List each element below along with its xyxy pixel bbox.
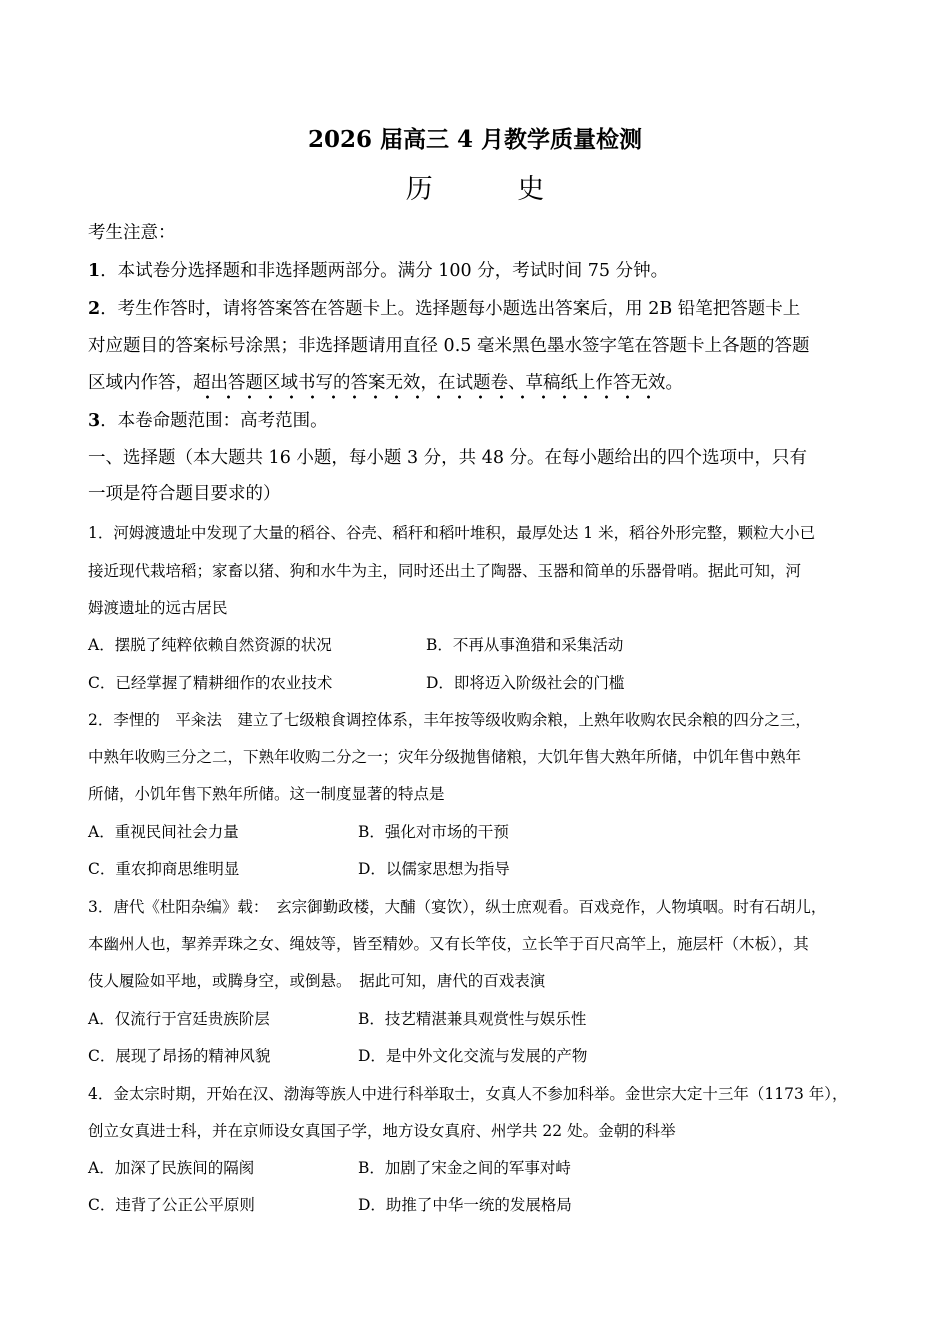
q2-option-a[interactable]: A．重视民间社会力量 — [88, 823, 239, 841]
q2-stem-line-3: 所储，小饥年售下熟年所储。这一制度显著的特点是 — [88, 785, 445, 803]
subject-heading — [0, 170, 950, 210]
q1-option-a[interactable]: A．摆脱了纯粹依赖自然资源的状况 — [88, 636, 332, 654]
q3-option-b[interactable]: B．技艺精湛兼具观赏性与娱乐性 — [358, 1010, 587, 1028]
note-3-text: ．本卷命题范围：高考范围。 — [100, 411, 328, 431]
q4-option-d[interactable]: D．助推了中华一统的发展格局 — [358, 1196, 572, 1214]
q4-option-a[interactable]: A．加深了民族间的隔阂 — [88, 1159, 255, 1177]
q3-stem-line-3: 伎人履险如平地，或腾身空，或倒悬。 据此可知，唐代的百戏表演 — [88, 972, 546, 990]
q2-option-d[interactable]: D．以儒家思想为指导 — [358, 860, 510, 878]
q3-option-d[interactable]: D．是中外文化交流与发展的产物 — [358, 1047, 588, 1065]
q4-options-row-2 — [88, 1190, 878, 1220]
note-1-number: 1 — [88, 261, 101, 281]
subject-char-2: 史 — [517, 174, 545, 205]
q1-options-row-1 — [88, 630, 878, 660]
notes-heading: 考生注意： — [88, 223, 176, 243]
note-2-line-2: 对应题目的答案标号涂黑；非选择题请用直径 0.5 毫米黑色墨水签字笔在答题卡上各题的答题 — [88, 336, 810, 356]
q2-option-b[interactable]: B．强化对市场的干预 — [358, 823, 509, 841]
note-2-number: 2 — [88, 299, 101, 319]
note-3 — [88, 406, 878, 436]
q3-stem-line-1: 3．唐代《杜阳杂编》载： 玄宗御勤政楼，大酺（宴饮），纵士庶观看。百戏竞作，人物填咽。时有石胡儿， — [88, 898, 827, 916]
note-2-text-1: ．考生作答时，请将答案答在答题卡上。选择题每小题选出答案后，用 2B 铅笔把答题卡上 — [100, 299, 801, 319]
q2-options-row-2 — [88, 854, 878, 884]
note-1-text: ．本试卷分选择题和非选择题两部分。满分 100 分，考试时间 75 分钟。 — [100, 261, 669, 281]
note-1 — [88, 256, 878, 286]
q2-option-c[interactable]: C．重农抑商思维明显 — [88, 860, 240, 878]
q1-option-b[interactable]: B．不再从事渔猎和采集活动 — [426, 636, 624, 654]
q2-stem-line-1: 2．李悝的 平籴法 建立了七级粮食调控体系，丰年按等级收购余粮，上熟年收购农民余粮的四分之三， — [88, 711, 811, 729]
section-heading-line-2: 一项是符合题目要求的） — [88, 484, 281, 504]
q4-stem-line-2: 创立女真进士科，并在京师设女真国子学，地方设女真府、州学共 22 处。金朝的科举 — [88, 1122, 676, 1140]
q1-option-d[interactable]: D．即将迈入阶级社会的门槛 — [426, 674, 625, 692]
q4-option-c[interactable]: C．违背了公正公平原则 — [88, 1196, 255, 1214]
note-3-number: 3 — [88, 411, 101, 431]
q4-option-b[interactable]: B．加剧了宋金之间的军事对峙 — [358, 1159, 571, 1177]
q1-stem-line-1: 1．河姆渡遗址中发现了大量的稻谷、谷壳、稻秆和稻叶堆积，最厚处达 1 米，稻谷外形完整，颗粒大小已 — [88, 524, 816, 542]
subject-char-1: 历 — [405, 174, 433, 205]
q2-options-row-1 — [88, 817, 878, 847]
q1-stem-line-3: 姆渡遗址的远古居民 — [88, 599, 228, 617]
note-2-text-3a: 区域内作答， — [88, 373, 193, 393]
q1-options-row-2 — [88, 668, 878, 698]
q3-options-row-2 — [88, 1041, 878, 1071]
note-2-line-1 — [88, 294, 878, 324]
q1-option-c[interactable]: C．已经掌握了精耕细作的农业技术 — [88, 674, 333, 692]
section-heading-line-1: 一、选择题（本大题共 16 小题，每小题 3 分，共 48 分。在每小题给出的四个选项中，只有 — [88, 448, 808, 468]
note-2-line-3 — [88, 368, 878, 398]
q4-stem-line-1: 4．金太宗时期，开始在汉、渤海等族人中进行科举取士，女真人不参加科举。金世宗大定十三年（1173 年）， — [88, 1085, 848, 1103]
q4-options-row-1 — [88, 1153, 878, 1183]
q3-option-c[interactable]: C．展现了昂扬的精神风貌 — [88, 1047, 271, 1065]
q3-option-a[interactable]: A．仅流行于宫廷贵族阶层 — [88, 1010, 270, 1028]
q1-stem-line-2: 接近现代栽培稻；家畜以猪、狗和水牛为主，同时还出土了陶器、玉器和简单的乐器骨哨。据此可知，河 — [88, 562, 802, 580]
exam-title: 2026 届高三 4 月教学质量检测 — [307, 126, 643, 153]
q2-stem-line-2: 中熟年收购三分之二，下熟年收购二分之一；灾年分级抛售储粮，大饥年售大熟年所储，中饥年售中熟年 — [88, 748, 802, 766]
q3-stem-line-2: 本幽州人也，挈养弄珠之女、绳妓等，皆至精妙。又有长竿伎，立长竿于百尺高竿上，施层杆（木板），其 — [88, 935, 809, 953]
q3-options-row-1 — [88, 1004, 878, 1034]
note-2-text-3c: 。 — [665, 373, 683, 393]
emphasis-dotted-text: 超出答题区域书写的答案无效，在试题卷、草稿纸上作答无效 — [193, 373, 666, 400]
